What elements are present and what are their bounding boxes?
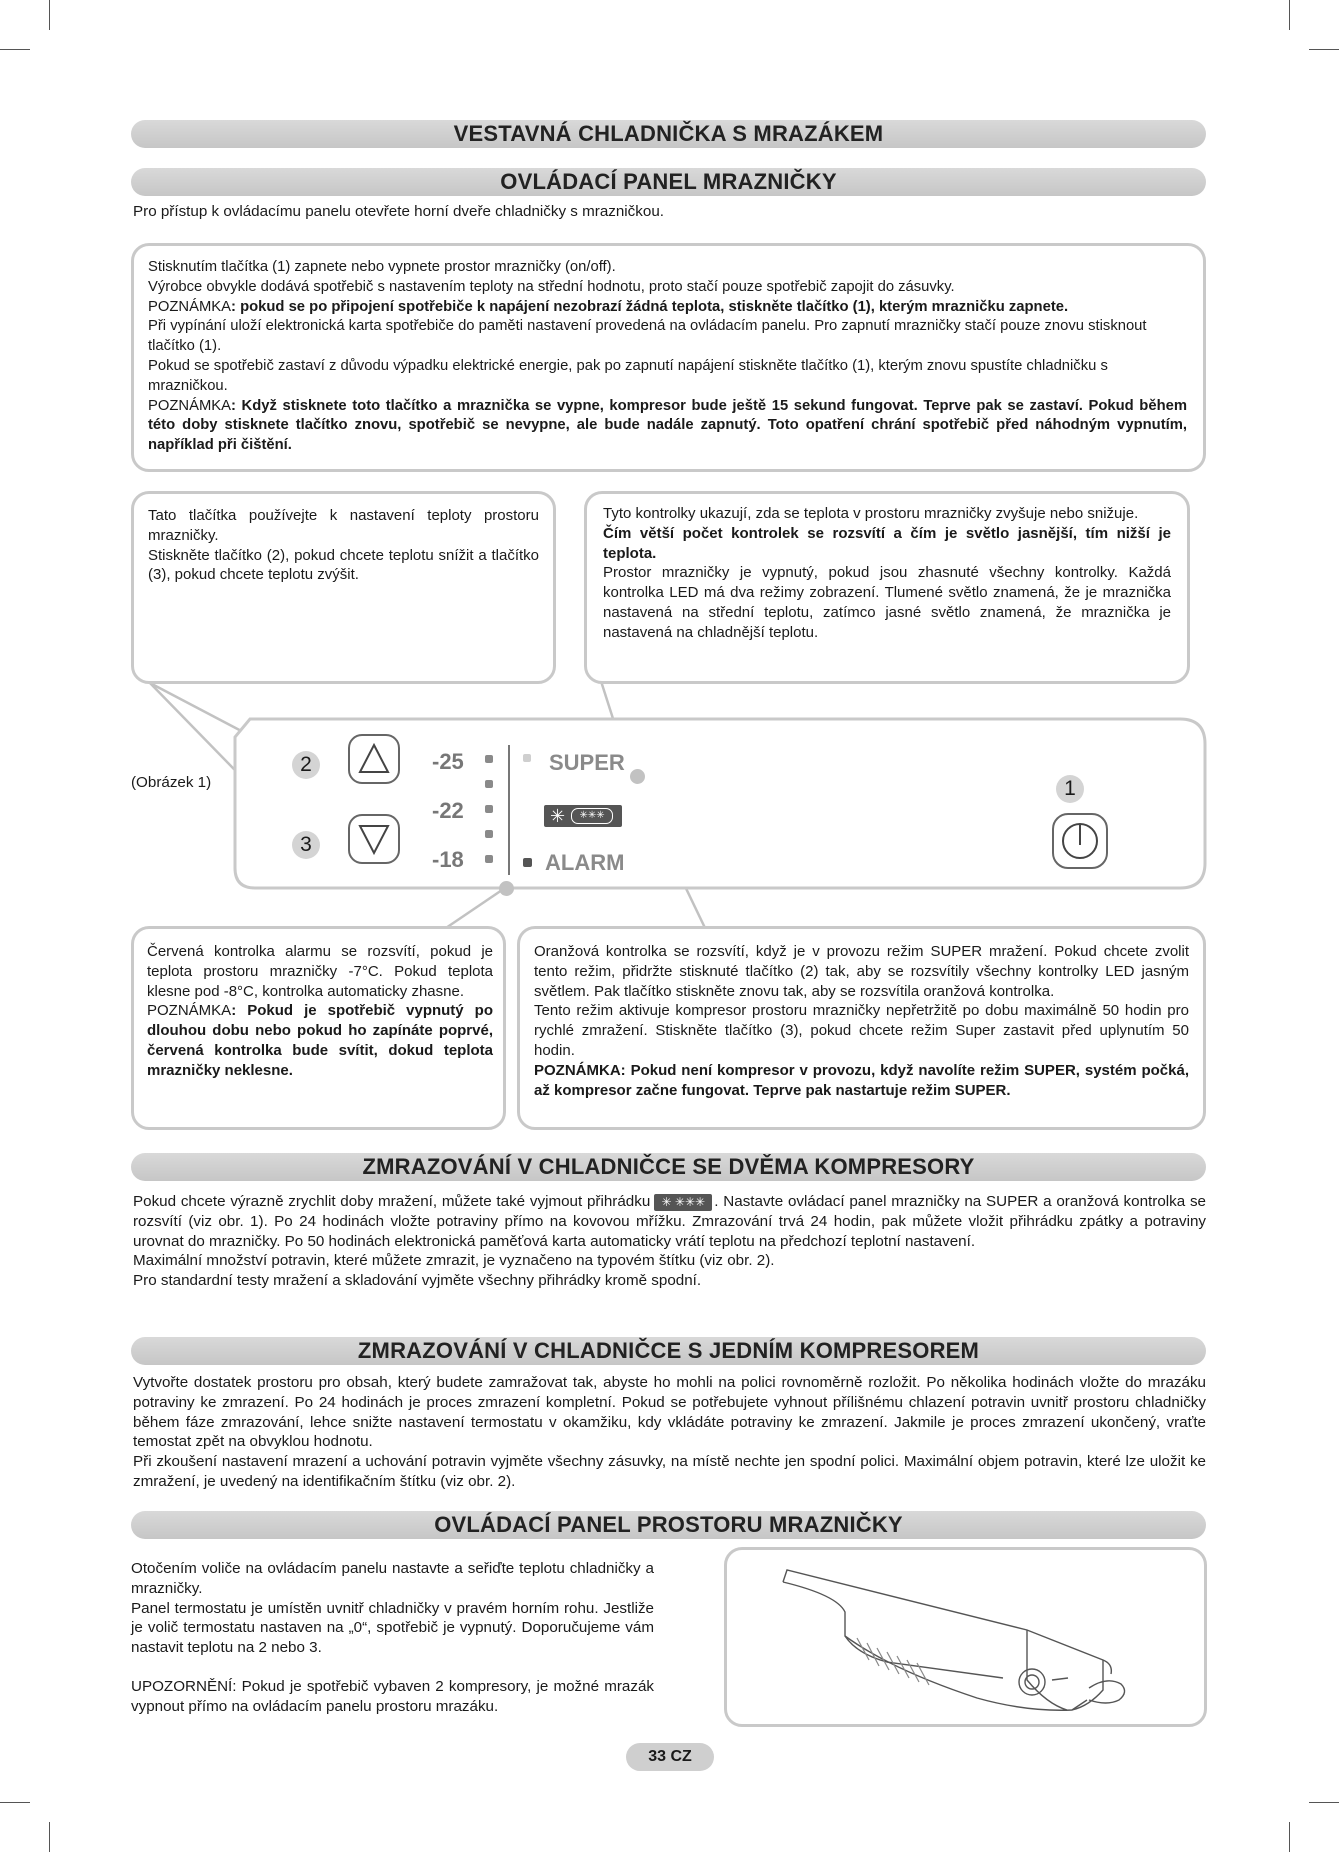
figure-caption: (Obrázek 1) [131,774,212,791]
two-comp-paragraph: Pokud chcete výrazně zrychlit doby mražení, můžete také vyjmout přihrádku ✳ ✳✳✳ . Nastavte ovládací panel mrazničky na SUPER a oranžová kontrolka se rozsvítí (viz obr. 1). Po 24 hodinách vložte potraviny přímo na kovovou mřížku. Zmrazování trvá 24 hodin, pak můžete vložit přihrádku zpátky a potraviny urovnat do mrazničky. Po 50 hodinách elektronická paměťová karta automaticky vrátí teplotu na předchozí teplotní nastavení. [133,1193,1206,1250]
two-comp-paragraph: Pro standardní testy mražení a skladování vyjměte všechny přihrádky kromě spodní. [133,1272,702,1290]
freezer-panel-title: OVLÁDACÍ PANEL PROSTORU MRAZNIČKY [434,1512,903,1537]
temp-buttons-line: Stiskněte tlačítko (2), pokud chcete teplotu snížit a tlačítko (3), pokud chcete teplotu zvýšit. [148,546,539,584]
temperature-led [485,780,493,788]
page-number: 33 CZ [626,1743,714,1771]
two-comp-paragraph: Maximální množství potravin, které můžete zmrazit, je vyznačeno na typovém štítku (viz obr. 2). [133,1252,775,1270]
alarm-label: ALARM [545,850,625,875]
alarm-info-box [131,926,506,1130]
thermostat-illustration-box [724,1547,1207,1727]
triangle-down-icon [350,816,398,862]
super-led [523,754,531,762]
temp-label-minus25: -25 [432,749,464,774]
one-comp-paragraph: Vytvořte dostatek prostoru pro obsah, který budete zamražovat tak, abyste ho mohli na polici rovnoměrně rozložit. Po několika hodinách vložte do mrazáku potraviny ke zmrazení. Po 24 hodinách je proces zmrazení kompletní. Pokud se potřebujete vyhnout přílišnému chlazení potravin uvnitř prostoru chladničky během fáze zmrazování, lehce snižte nastavení termostatu v okamžiku, kdy vkládáte potraviny ke zmrazení. Jakmile je proces zmrazení ukončený, vraťte temostat zpět na obvyklou hodnotu. [133,1374,1206,1451]
one-compressor-title: ZMRAZOVÁNÍ V CHLADNIČCE S JEDNÍM KOMPRESOREM [357,1338,980,1363]
super-info-line: Oranžová kontrolka se rozsvítí, když je v provozu režim SUPER mražení. Pokud chcete zvolit tento režim, přidržte stisknuté tlačítko (2) tak, aby se rozsvítily všechny kontrolky LED jasným světlem. Pak tlačítko stiskněte znovu tak, aby se rozsvítila oranžová kontrolka. [534,943,1189,1000]
led-indicators-info-box [584,491,1190,684]
temp-buttons-line: Tato tlačítka používejte k nastavení teploty prostoru mrazničky. [148,507,539,544]
alarm-info-note: POZNÁMKA: Pokud je spotřebič vypnutý po dlouhou dobu nebo pokud ho zapínáte poprvé, červená kontrolka bude svítit, dokud teplota mrazničky neklesne. [147,1002,493,1079]
super-info-line: Tento režim aktivuje kompresor prostoru mrazničky nepřetržitě po dobu maximálně 50 hodin pro rychlé zmražení. Stiskněte tlačítko (3), pokud chcete režim Super zastavit před uplynutím 50 hodin. [534,1002,1189,1059]
power-info-note: POZNÁMKA: pokud se po připojení spotřebiče k napájení nezobrazí žádná teplota, stiskněte tlačítko (1), kterým mrazničku zapnete. [148,298,1069,315]
freezer-panel-text [131,1559,654,1717]
alarm-info-line: Červená kontrolka alarmu se rozsvítí, pokud je teplota prostoru mrazničky -7°C. Pokud teplota klesne pod -8°C, kontrolka automaticky zhasne. [147,943,493,1000]
callout-dot [630,769,645,784]
temperature-buttons-info-box [131,491,556,684]
button-1-marker: 1 [1056,775,1084,803]
thermostat-panel-illustration [727,1550,1204,1724]
button-3-marker: 3 [292,831,320,859]
two-compressors-text [133,1192,1206,1291]
power-button[interactable] [1052,813,1108,869]
led-info-line: Čím větší počet kontrolek se rozsvítí a čím je světlo jasnější, tím nižší je teplota. [603,524,1171,562]
one-comp-paragraph: Při zkoušení nastavení mrazení a uchování potravin vyjměte všechny zásuvky, na místě nechte jen spodní polici. Maximální objem potravin, které lze uložit ke zmražení, je uvedený na identifikačním štítku (viz obr. 2). [133,1453,1206,1490]
drawer-icon: ✳ ✳✳✳ [654,1194,712,1211]
freezer-panel-paragraph: UPOZORNĚNÍ: Pokud je spotřebič vybaven 2 kompresory, je možné mrazák vypnout přímo na ovládacím panelu prostoru mrazáku. [131,1677,654,1715]
temperature-led [485,855,493,863]
two-compressors-title: ZMRAZOVÁNÍ V CHLADNIČCE SE DVĚMA KOMPRESORY [362,1154,975,1179]
two-compressors-title-bar [131,1153,1206,1181]
fast-freeze-drawer-icon: ✳ ✳✳✳ [544,805,622,827]
power-info-line: Stisknutím tlačítka (1) zapnete nebo vypnete prostor mrazničky (on/off). [148,259,616,275]
super-label: SUPER [549,750,625,775]
power-info-line: Pokud se spotřebič zastaví z důvodu výpadku elektrické energie, pak po zapnutí napájení stiskněte tlačítko (1), kterým znovu spustíte chladničku s mrazničkou. [148,357,1108,394]
freezer-panel-paragraph: Otočením voliče na ovládacím panelu nastavte a seřiďte teplotu chladničky a mrazničky. [131,1560,654,1597]
temp-label-minus18: -18 [432,847,464,872]
freezer-panel-paragraph: Panel termostatu je umístěn uvnitř chladničky v pravém horním rohu. Jestliže je volič termostatu nastaven na „0“, spotřebič je vypnutý. Doporučujeme vám nastavit teplotu na 2 nebo 3. [131,1599,654,1657]
temperature-down-button[interactable] [348,734,400,784]
super-mode-info-box [517,926,1206,1130]
main-title: VESTAVNÁ CHLADNIČKA S MRAZÁKEM [453,121,884,146]
callout-dot [499,881,514,896]
panel-divider [508,745,510,875]
triangle-up-icon [350,736,398,782]
led-info-line: Prostor mrazničky je vypnutý, pokud jsou zhasnuté všechny kontrolky. Každá kontrolka LED má dva režimy zobrazení. Tlumené světlo znamená, že je mraznička nastavená na střední teplotu, zatímco jasné světlo znamená, že mraznička je nastavená na chladnější teplotu. [603,564,1171,641]
alarm-led [523,858,532,867]
one-compressor-text [133,1373,1206,1492]
power-info-note: POZNÁMKA: Když stisknete toto tlačítko a mraznička se vypne, kompresor bude ještě 15 sekund fungovat. Teprve pak se zastaví. Pokud během této doby stisknete tlačítko znovu, spotřebič se nevypne, ale bude nadále zapnutý. Toto opatření chrání spotřebič před náhodným vypnutím, například při čištění. [148,397,1187,454]
temperature-led [485,805,493,813]
led-info-line: Tyto kontrolky ukazují, zda se teplota v prostoru mrazničky zvyšuje nebo snižuje. [603,505,1139,522]
intro-text: Pro přístup k ovládacímu panelu otevřete horní dveře chladničky s mrazničkou. [133,203,664,220]
temp-label-minus22: -22 [432,798,464,823]
power-button-info-box [131,243,1206,472]
panel-title: OVLÁDACÍ PANEL MRAZNIČKY [500,169,837,194]
temperature-up-button[interactable] [348,814,400,864]
button-2-marker: 2 [292,751,320,779]
power-info-line: Výrobce obvykle dodává spotřebič s nastavením teploty na střední hodnotu, proto stačí pouze spotřebič zapojit do zásuvky. [148,278,955,295]
one-compressor-title-bar [131,1337,1206,1365]
power-icon [1054,815,1106,867]
super-info-note: POZNÁMKA: Pokud není kompresor v provozu, když navolíte režim SUPER, systém počká, až kompresor začne fungovat. Teprve pak nastartuje režim SUPER. [534,1061,1189,1099]
power-info-line: Při vypínání uloží elektronická karta spotřebiče do paměti nastavení provedená na ovládacím panelu. Pro zapnutí mrazničky stačí pouze znovu stisknout tlačítko (1). [148,318,1147,355]
freezer-panel-title-bar [131,1511,1206,1539]
temperature-led [485,755,493,763]
temperature-led [485,830,493,838]
